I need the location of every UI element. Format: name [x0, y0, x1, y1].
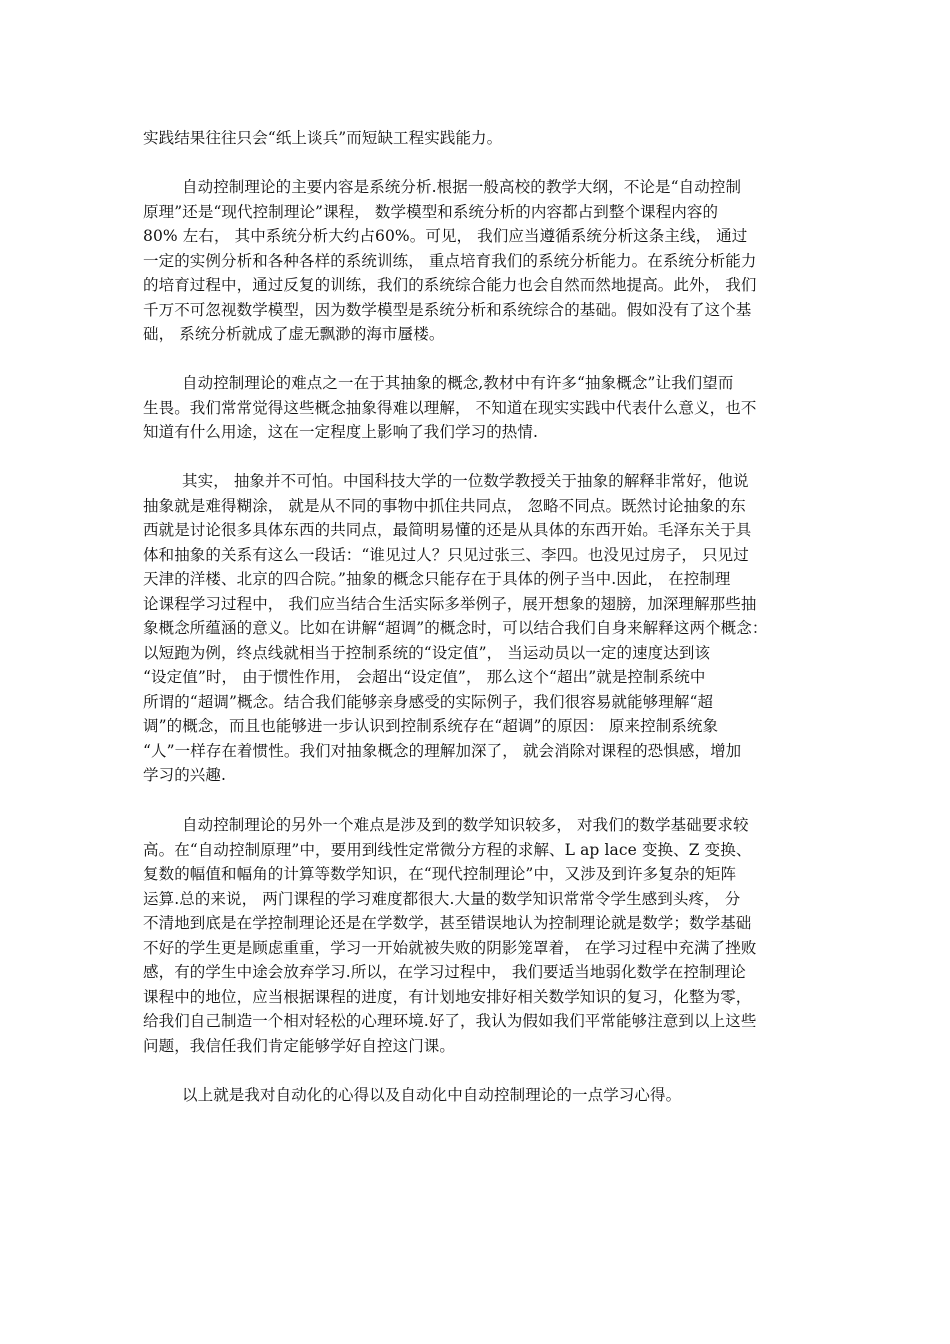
paragraph-line: 运算.总的来说， 两门课程的学习难度都很大.大量的数学知识常常令学生感到头疼， 分: [143, 889, 741, 908]
paragraph-2: [143, 175, 843, 347]
paragraph-line: 知道有什么用途，这在一定程度上影响了我们学习的热情.: [143, 423, 539, 441]
paragraph-line: 给我们自己制造一个相对轻松的心理环境.好了，我认为假如我们平常能够注意到以上这些: [143, 1012, 757, 1030]
paragraph-1: [143, 126, 843, 151]
paragraph-line: 的培育过程中，通过反复的训练，我们的系统综合能力也会自然而然地提高。此外， 我们: [143, 276, 757, 294]
paragraph-line: 学习的兴趣.: [143, 766, 227, 784]
paragraph-line: 自动控制理论的难点之一在于其抽象的概念,教材中有许多“抽象概念”让我们望而: [182, 374, 734, 392]
paragraph-5: [143, 813, 843, 1058]
paragraph-line: 80% 左右， 其中系统分析大约占60%。可见， 我们应当遵循系统分析这条主线， 通过: [143, 227, 748, 245]
paragraph-3: [143, 371, 843, 445]
paragraph-line: 千万不可忽视数学模型，因为数学模型是系统分析和系统综合的基础。假如没有了这个基: [143, 300, 752, 319]
paragraph-line: 以短跑为例，终点线就相当于控制系统的“设定值”， 当运动员以一定的速度达到该: [143, 643, 711, 662]
paragraph-line: 问题，我信任我们肯定能够学好自控这门课。: [143, 1036, 456, 1055]
paragraph-line: 实践结果往往只会“纸上谈兵”而短缺工程实践能力。: [143, 129, 503, 147]
paragraph-line: 其实， 抽象并不可怕。中国科技大学的一位数学教授关于抽象的解释非常好，他说: [182, 472, 749, 490]
paragraph-line: 原理”还是“现代控制理论”课程， 数学模型和系统分析的内容都占到整个课程内容的: [143, 202, 719, 221]
paragraph-line: 西就是讨论很多具体东西的共同点，最简明易懂的还是从具体的东西开始。毛泽东关于具: [143, 521, 752, 539]
paragraph-line: 自动控制理论的主要内容是系统分析.根据一般高校的教学大纲，不论是“自动控制: [182, 178, 742, 196]
paragraph-line: 一定的实例分析和各种各样的系统训练， 重点培育我们的系统分析能力。在系统分析能力: [143, 251, 757, 270]
paragraph-line: 自动控制理论的另外一个难点是涉及到的数学知识较多， 对我们的数学基础要求较: [182, 816, 749, 834]
paragraph-line: 论课程学习过程中， 我们应当结合生活实际多举例子，展开想象的翅膀，加深理解那些抽: [143, 594, 757, 613]
paragraph-line: 础， 系统分析就成了虚无飘渺的海市蜃楼。: [143, 325, 445, 343]
paragraph-line: “设定值”时， 由于惯性作用， 会超出“设定值”， 那么这个“超出”就是控制系统中: [143, 668, 706, 686]
paragraph-line: 不好的学生更是顾虑重重，学习一开始就被失败的阴影笼罩着， 在学习过程中充满了挫败: [143, 938, 757, 957]
paragraph-line: 感，有的学生中途会放弃学习.所以，在学习过程中， 我们要适当地弱化数学在控制理论: [143, 963, 746, 981]
paragraph-line: 天津的洋楼、北京的四合院。”抽象的概念只能存在于具体的例子当中.因此， 在控制理: [143, 570, 731, 588]
paragraph-line: 体和抽象的关系有这么一段话：“谁见过人？只见过张三、李四。也没见过房子， 只见过: [143, 545, 749, 564]
paragraph-6: [143, 1083, 843, 1108]
paragraph-line: 课程中的地位，应当根据课程的进度，有计划地安排好相关数学知识的复习，化整为零，: [143, 987, 752, 1006]
paragraph-line: 以上就是我对自动化的心得以及自动化中自动控制理论的一点学习心得。: [182, 1086, 682, 1104]
paragraph-line: 所谓的“超调”概念。结合我们能够亲身感受的实际例子，我们很容易就能够理解“超: [143, 692, 714, 711]
paragraph-4: [143, 469, 843, 788]
paragraph-line: 抽象就是难得糊涂， 就是从不同的事物中抓住共同点， 忽略不同点。既然讨论抽象的东: [143, 496, 746, 515]
paragraph-line: 不清地到底是在学控制理论还是在学数学，甚至错误地认为控制理论就是数学；数学基础: [143, 914, 752, 932]
paragraph-line: 象概念所蕴涵的意义。比如在讲解“超调”的概念时，可以结合我们自身来解释这两个概念：: [143, 619, 768, 637]
paragraph-line: “人”一样存在着惯性。我们对抽象概念的理解加深了， 就会消除对课程的恐惧感，增加: [143, 741, 742, 760]
paragraph-line: 调”的概念，而且也能够进一步认识到控制系统存在“超调”的原因： 原来控制系统象: [143, 717, 719, 735]
paragraph-line: 高。在“自动控制原理”中，要用到线性定常微分方程的求解、L ap lace 变换、Z 变换、: [143, 840, 752, 859]
paragraph-line: 生畏。我们常常觉得这些概念抽象得难以理解， 不知道在现实实践中代表什么意义，也不: [143, 398, 757, 417]
paragraph-line: 复数的幅值和幅角的计算等数学知识，在“现代控制理论”中，又涉及到许多复杂的矩阵: [143, 865, 737, 883]
